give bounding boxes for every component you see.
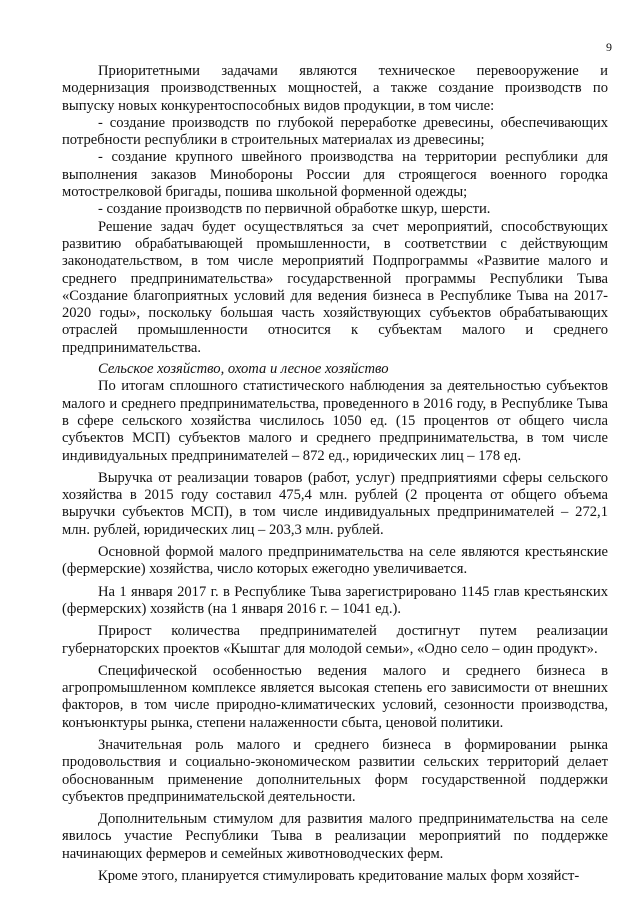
paragraph-revenue: Выручка от реализации товаров (работ, услуг) предприятиями сферы сельского хозяйства в 2015 году составил 475,4 млн. рублей (2 процента от общего объема выручки субъектов МСП), в том числе индивидуальных предпринимателей – 272,1 млн. рублей, юридических лиц – 203,3 млн. рублей. bbox=[62, 469, 608, 538]
paragraph-additional-stimulus: Дополнительным стимулом для развития малого предпринимательства на селе явилось участие Республики Тыва в реализации мероприятий по поддержке начинающих фермеров и семейных животноводческих ферм. bbox=[62, 811, 608, 862]
paragraph-solution-measures: Решение задач будет осуществляться за счет мероприятий, способствующих развитию обрабатывающей промышленности, в соответствии с действующим законодательством, в том числе мероприятий Подпрограммы «Развитие малого и среднего предпринимательства» государственной программы Республики Тыва «Создание благоприятных условий для ведения бизнеса в Республике Тыва на 2017-2020 годы», поскольку большая часть хозяйствующих субъектов обрабатывающих отраслей промышленности относится к субъектам малого и среднего предпринимательства. bbox=[62, 218, 608, 356]
paragraph-credit-plans: Кроме этого, планируется стимулировать кредитование малых форм хозяйст- bbox=[98, 868, 580, 885]
section-heading-agriculture: Сельское хозяйство, охота и лесное хозяйство bbox=[98, 361, 389, 378]
paragraph-priority-tasks: Приоритетными задачами являются техническое перевооружение и модернизация производственных мощностей, а также создание производств по выпуску новых конкурентоспособных видов продукции, в том числе: bbox=[62, 63, 608, 114]
paragraph-entrepreneur-growth: Прирост количества предпринимателей достигнут путем реализации губернаторских проектов «Кыштаг для молодой семьи», «Одно село – один продукт». bbox=[62, 623, 608, 657]
bullet-wood-processing: - создание производств по глубокой переработке древесины, обеспечивающих потребности республики в строительных материалах из древесины; bbox=[62, 114, 608, 149]
bullet-sewing-production: - создание крупного швейного производства на территории республики для выполнения заказов Минобороны России для строящегося военного городка мотострелковой бригады, пошива школьной форменной одежды; bbox=[62, 149, 608, 201]
paragraph-agro-specifics: Специфической особенностью ведения малого и среднего бизнеса в агропромышленном комплексе является высокая степень его зависимости от внешних факторов, в том числе природно-климатических условий, сезонности производства, конъюнктуры рынка, степени налаженности сбыта, ценовой политики. bbox=[62, 662, 608, 731]
paragraph-registered-farms: На 1 января 2017 г. в Республике Тыва зарегистрировано 1145 глав крестьянских (фермерских) хозяйств (на 1 января 2016 г. – 1041 ед.). bbox=[62, 583, 608, 617]
bullet-hides-wool: - создание производств по первичной обработке шкур, шерсти. bbox=[98, 201, 491, 218]
paragraph-business-role: Значительная роль малого и среднего бизнеса в формировании рынка продовольствия и социально-экономическом развитии сельских территорий делает обоснованным применение дополнительных форм государственной поддержки субъектов предпринимательской деятельности. bbox=[62, 736, 608, 805]
page-number: 9 bbox=[606, 40, 612, 54]
paragraph-census-results: По итогам сплошного статистического наблюдения за деятельностью субъектов малого и среднего предпринимательства, проведенного в 2016 году, в Республике Тыва в сфере сельского хозяйства числилось 1050 ед. (15 процентов от общего числа субъектов МСП) субъектов малого и среднего предпринимательства, в том числе индивидуальных предпринимателей – 872 ед., юридических лиц – 178 ед. bbox=[62, 378, 608, 464]
paragraph-farm-households: Основной формой малого предпринимательства на селе являются крестьянские (фермерские) хозяйства, число которых ежегодно увеличивается. bbox=[62, 544, 608, 578]
document-body bbox=[62, 63, 608, 885]
